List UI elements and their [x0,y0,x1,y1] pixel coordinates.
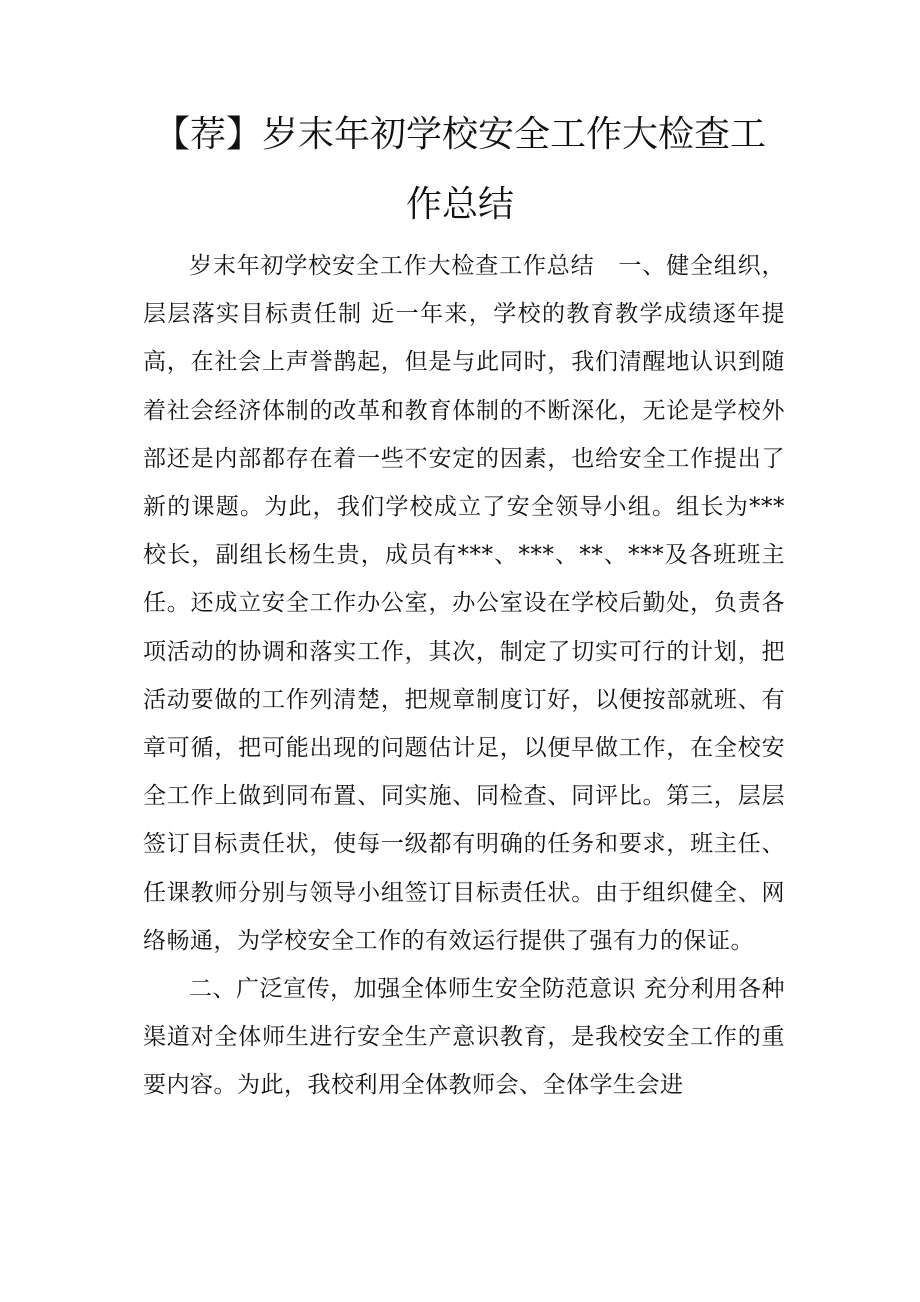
document-body [143,242,785,1110]
document-title: 【荐】岁末年初学校安全工作大检查工作总结 [153,114,766,225]
paragraph-1: 岁末年初学校安全工作大检查工作总结 一、健全组织，层层落实目标责任制 近一年来，学校的教育教学成绩逐年提高，在社会上声誉鹊起，但是与此同时，我们清醒地认识到随着社会经济体制的改革和教育体制的不断深化，无论是学校外部还是内部都存在着一些不安定的因素，也给安全工作提出了新的课题。为此，我们学校成立了安全领导小组。组长为***校长，副组长杨生贵，成员有***、***、**、***及各班班主任。还成立安全工作办公室，办公室设在学校后勤处，负责各项活动的协调和落实工作，其次，制定了切实可行的计划，把活动要做的工作列清楚，把规章制度订好，以便按部就班、有章可循，把可能出现的问题估计足，以便早做工作，在全校安全工作上做到同布置、同实施、同检查、同评比。第三，层层签订目标责任状，使每一级都有明确的任务和要求，班主任、任课教师分别与领导小组签订目标责任状。由于组织健全、网络畅通，为学校安全工作的有效运行提供了强有力的保证。 [143,253,785,954]
paragraph-2: 二、广泛宣传，加强全体师生安全防范意识 充分利用各种渠道对全体师生进行安全生产意识教育，是我校安全工作的重要内容。为此，我校利用全体教师会、全体学生会进 [143,976,785,1099]
